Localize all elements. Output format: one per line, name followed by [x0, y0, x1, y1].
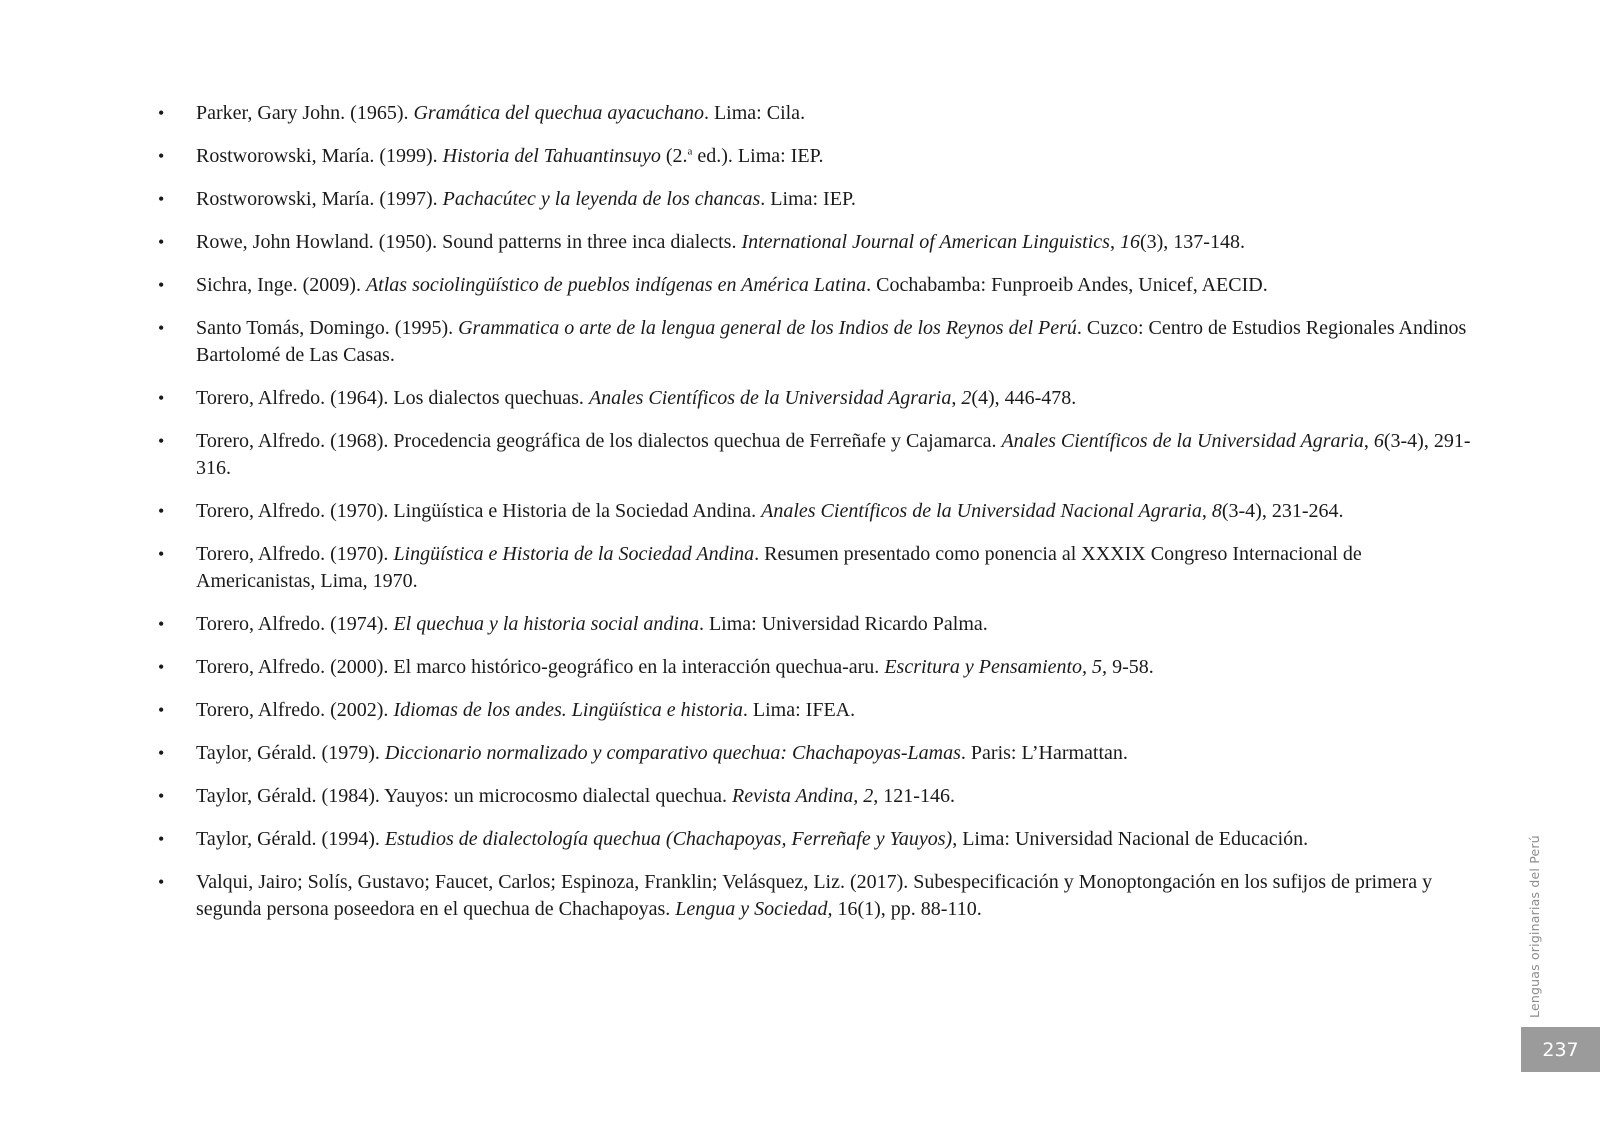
reference-text: a [687, 145, 693, 158]
reference-text: Lingüística e Historia de la Sociedad Andina [393, 543, 755, 565]
reference-text: Grammatica o arte de la lengua general de los Indios de los Reynos del Perú [458, 317, 1077, 339]
reference-text: Rostworowski, María. (1997). [196, 188, 443, 210]
reference-text: Pachacútec y la leyenda de los chancas [442, 188, 761, 210]
reference-text: 6 [1373, 430, 1384, 452]
reference-text: Parker, Gary John. (1965). [196, 102, 414, 124]
reference-text: Valqui, Jairo; Solís, Gustavo; Faucet, Carlos; Espinoza, Franklin; Velásquez, Liz. (2017). Subespecificación y Monoptongación en los sufijos de primera y segunda persona poseedora en el quechua de Chachapoyas. [196, 871, 1433, 920]
reference-text: Torero, Alfredo. (2000). El marco histórico-geográfico en la interacción quechua-aru. [196, 656, 885, 678]
reference-text: (4), 446-478. [971, 387, 1077, 409]
reference-text: Santo Tomás, Domingo. (1995). [196, 317, 459, 339]
reference-text: Torero, Alfredo. (2002). [196, 699, 394, 721]
reference-text: Gramática del quechua ayacuchano [413, 102, 704, 124]
reference-text: International Journal of American Linguistics [741, 231, 1110, 253]
reference-item [158, 315, 1480, 369]
reference-text: 16(1), pp. 88-110. [832, 898, 982, 920]
reference-text: . Cuzco: Centro de Estudios Regionales Andinos Bartolomé de Las Casas. [196, 317, 1467, 366]
reference-text: Idiomas de los andes. Lingüística e historia [393, 699, 743, 721]
reference-text: Sichra, Inge. (2009). [196, 274, 366, 296]
reference-text: 9-58. [1107, 656, 1154, 678]
reference-text: Torero, Alfredo. (1970). [196, 543, 394, 565]
reference-item [158, 740, 1480, 767]
running-side-title: Lenguas originarias del Perú [1527, 835, 1542, 1018]
reference-text: Taylor, Gérald. (1979). [196, 742, 385, 764]
reference-text: Taylor, Gérald. (1994). [196, 828, 385, 850]
reference-item [158, 826, 1480, 853]
reference-text: 8 [1211, 500, 1222, 522]
reference-item [158, 100, 1480, 127]
page-number: 237 [1521, 1027, 1600, 1072]
reference-item [158, 385, 1480, 412]
reference-text: Revista Andina, 2 [732, 785, 874, 807]
reference-text: Rostworowski, María. (1999). [196, 145, 443, 167]
reference-text: Torero, Alfredo. (1970). Lingüística e Historia de la Sociedad Andina. [196, 500, 762, 522]
reference-text: Torero, Alfredo. (1974). [196, 613, 394, 635]
reference-text: Historia del Tahuantinsuyo [442, 145, 661, 167]
reference-text: . Lima: IEP. [760, 188, 856, 210]
reference-text: , [951, 387, 962, 409]
reference-text: . Lima: Cila. [703, 102, 806, 124]
reference-list [158, 100, 1480, 939]
reference-text: Anales Científicos de la Universidad Agraria [1001, 430, 1364, 452]
reference-item [158, 869, 1480, 923]
reference-text: . Lima: IFEA. [742, 699, 856, 721]
reference-text: 16 [1119, 231, 1140, 253]
reference-text: , 121-146. [873, 785, 955, 807]
reference-item [158, 229, 1480, 256]
reference-item [158, 498, 1480, 525]
reference-text: Atlas sociolingüístico de pueblos indígenas en América Latina [365, 274, 867, 296]
reference-text: Torero, Alfredo. (1968). Procedencia geográfica de los dialectos quechua de Ferreñafe y Cajamarca. [196, 430, 1002, 452]
reference-text: (3), 137-148. [1139, 231, 1245, 253]
reference-text: ed.). Lima: IEP. [692, 145, 824, 167]
reference-text: . Paris: L’Harmattan. [960, 742, 1128, 764]
reference-text: . Lima: Universidad Ricardo Palma. [698, 613, 988, 635]
reference-item [158, 611, 1480, 638]
reference-text: , [1109, 231, 1120, 253]
reference-item [158, 697, 1480, 724]
reference-text: (3-4), 291-316. [196, 430, 1471, 479]
reference-item [158, 143, 1480, 170]
reference-text: (3-4), 231-264. [1221, 500, 1344, 522]
reference-item [158, 428, 1480, 482]
reference-text: Anales Científicos de la Universidad Agraria [588, 387, 952, 409]
reference-text: , [1363, 430, 1374, 452]
reference-item [158, 654, 1480, 681]
reference-item [158, 541, 1480, 595]
reference-text: , Lima: Universidad Nacional de Educación. [952, 828, 1309, 850]
reference-item [158, 783, 1480, 810]
reference-text: Anales Científicos de la Universidad Nacional Agraria [761, 500, 1202, 522]
reference-text: Rowe, John Howland. (1950). Sound patterns in three inca dialects. [196, 231, 742, 253]
reference-text: . Cochabamba: Funproeib Andes, Unicef, AECID. [866, 274, 1268, 296]
reference-text: (2. [660, 145, 688, 167]
reference-text: 2 [961, 387, 972, 409]
reference-text: El quechua y la historia social andina [393, 613, 699, 635]
reference-text: . Resumen presentado como ponencia al XXXIX Congreso Internacional de Americanistas, Lima, 1970. [196, 543, 1362, 592]
reference-text: Diccionario normalizado y comparativo quechua: Chachapoyas-Lamas [384, 742, 961, 764]
reference-text: Estudios de dialectología quechua (Chachapoyas, Ferreñafe y Yauyos) [384, 828, 953, 850]
reference-text: Escritura y Pensamiento, 5, [884, 656, 1108, 678]
reference-item [158, 272, 1480, 299]
reference-text: Torero, Alfredo. (1964). Los dialectos quechuas. [196, 387, 589, 409]
reference-text: , [1201, 500, 1212, 522]
reference-text: Taylor, Gérald. (1984). Yauyos: un microcosmo dialectal quechua. [196, 785, 732, 807]
reference-item [158, 186, 1480, 213]
reference-text: Lengua y Sociedad, [675, 898, 833, 920]
